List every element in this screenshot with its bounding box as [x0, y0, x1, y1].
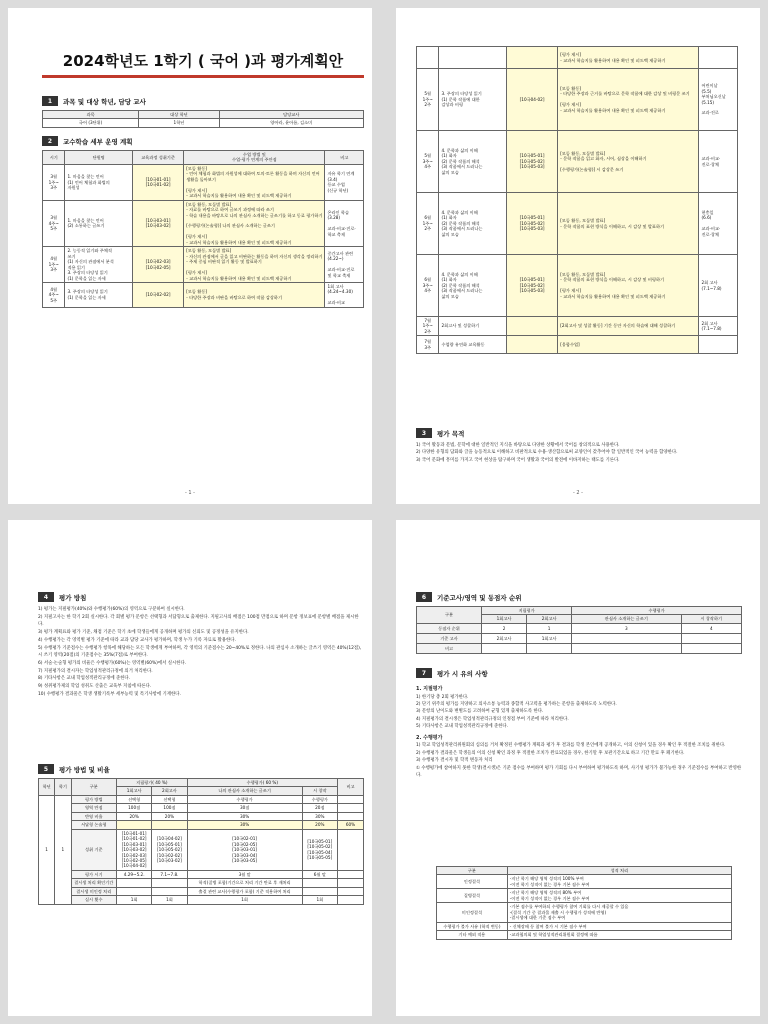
cell-note: 2회 고사 (7.1~7.8) — [699, 255, 738, 317]
subheading: 1. 지필평가 — [416, 686, 443, 692]
row-label: 기타 예외 적용 — [437, 931, 508, 939]
table-row — [437, 889, 732, 903]
cell-method: [모둠 활동] - 타당한 주장과 근거를 바탕으로 문학 작품에 대한 감상 및 비평문 쓰기 [평가 제시] - 교과서 학습지를 활용하여 내용 확인 및 피드백 제공하기 — [558, 69, 699, 131]
cell-period: 4월 1주~ 3주 — [43, 247, 65, 283]
cell: 100점 — [152, 804, 187, 812]
row-label: 질병결석 — [437, 889, 508, 903]
note-item: 1) 한기당 총 2회 평가한다. — [416, 694, 469, 700]
col-header: 수행평가( 60 %) — [187, 779, 337, 787]
table-row — [437, 931, 732, 939]
cell-method: [모둠 활동, 모둠별 발표] - 문학 작품을 읽고 화자, 시어, 심상을 이해하기 [수행평가(논술형)] 시 감상문 쓰기 — [558, 131, 699, 193]
cell: -교과협의회 및 학업성적관리위원회 결정에 따름 — [507, 931, 731, 939]
cell-note: 자유 학기 연계 (3.4) 등교 수업 (신규 학년) — [325, 164, 364, 200]
cell: -지난 학기 해당 영역 성적의 100% 부여 -이전 학기 성적이 없는 경우 기본 점수 부여 — [507, 875, 731, 889]
purpose-item: 2) 다양한 유형의 담화와 글을 능동적으로 이해하고 비판적으로 수용·생산함으로써 교양인이 갖추어야 할 일반적인 국어 능력을 함양한다. — [416, 450, 678, 456]
row-label: 평가 시기 — [71, 870, 117, 878]
cell — [302, 887, 337, 895]
note-item: 2) 단기 위주의 평가를 지양하고 의사소통 능력과 종합적 사고력을 평가하는 문항을 출제하도록 노력한다. — [416, 701, 617, 707]
cell: 100점 — [117, 804, 152, 812]
col-header: 나의 관심사 소개하는 글쓰기 — [187, 787, 302, 795]
section-number: 2 — [42, 136, 58, 146]
page-number: - 2 - — [573, 490, 583, 496]
table-row — [43, 282, 364, 307]
cell-unit: 1. 마음을 찾는 언어 (2) 소통하는 글쓰기 — [65, 200, 132, 247]
page-number: - 1 - — [185, 490, 195, 496]
section-title: 기준고사/영역 및 동점자 순위 — [437, 593, 522, 602]
row-label: 반영 비율 — [71, 812, 117, 820]
row-label: 미인정결석 — [437, 903, 508, 922]
policy-item: 10) 수행평가 결과물은 학생 생활기록부 세부능력 및 특기사항에 기재한다. — [38, 691, 181, 697]
cell-unit: 3. 주장의 타당성 읽기 (1) 문학 작품에 대한 감상과 비평 — [439, 69, 506, 131]
cell: 30% — [187, 812, 302, 820]
table-row — [39, 829, 364, 870]
cell: 3월 말 — [187, 870, 302, 878]
cell-std: [10국05-01] [10국05-02] [10국05-03] — [506, 193, 557, 255]
cell: -지난 학기 해당 영역 성적의 80% 부여 -이전 학기 성적이 없는 경우 기본 점수 부여 — [507, 889, 731, 903]
section-6-header — [416, 592, 522, 602]
cell-note: 1회 고사 (4.24~4.30) 교과·비교 — [325, 282, 364, 307]
cell: 1회 — [302, 896, 337, 904]
cell — [338, 804, 364, 812]
cell — [681, 643, 741, 653]
policy-item: 8) 기타사항은 교내 학업성적관리규정에 준한다. — [38, 676, 131, 682]
subheading: 2. 수행평가 — [416, 734, 443, 741]
cell: 30% — [302, 812, 337, 820]
col-header: 시기 — [43, 151, 65, 165]
table-row — [39, 879, 364, 887]
col-header: 담당교사 — [219, 111, 363, 119]
section-title: 평가 방법 및 비율 — [59, 765, 110, 774]
section-title: 교수학습 세부 운영 계획 — [63, 137, 133, 146]
col-header: 1회고사 — [117, 787, 152, 795]
section-number: 7 — [416, 668, 432, 678]
col-header: 비고 — [338, 779, 364, 796]
table-row — [39, 795, 364, 803]
cell: 20% — [117, 812, 152, 820]
table-row — [437, 903, 732, 922]
cell-period: 4월 4주~ 5주 — [43, 282, 65, 307]
cell-note: 교과·비교· 진로·창체 — [699, 131, 738, 193]
cell-std — [506, 317, 557, 336]
teaching-plan-table-continued — [416, 46, 738, 354]
cell-note — [699, 336, 738, 354]
table-row — [39, 821, 364, 829]
page-2 — [396, 8, 760, 504]
cell-unit — [439, 47, 506, 69]
table-row — [39, 812, 364, 820]
policy-item: 2) 지필고사는 한 학기 2회 실시한다. 각 회별 평가 문항은 선택형과 서답형으로 출제한다. 지필고사의 배점은 100점 만점으로 하며 문항 정보표에 문항별 배점을 제시한다. — [38, 614, 359, 628]
cell — [302, 879, 337, 887]
cell-period — [417, 47, 439, 69]
note-item: 3) 문항의 난이도와 변별도를 고려하여 균형 있게 출제하도록 한다. — [416, 709, 544, 715]
col-header: 과목 — [43, 111, 139, 119]
cell — [152, 879, 187, 887]
row-label: 결시생 처리 확인기간 — [71, 879, 117, 887]
evaluation-policy — [38, 606, 364, 698]
page-4 — [396, 520, 760, 1016]
table-row — [39, 804, 364, 812]
cell-std: [10국02-03] [10국02-05] — [132, 247, 183, 283]
section-title: 평가 방침 — [59, 593, 87, 602]
cell — [338, 812, 364, 820]
cell-note: 어린이날 (5.5) 부처님오신날 (5.15) 교과·진로 — [699, 69, 738, 131]
row-label: 동점자 순위 — [417, 623, 482, 633]
col-header: 학기 — [55, 779, 71, 796]
col-header: 성적 처리 — [507, 867, 731, 875]
cell: 수행평가 — [187, 795, 302, 803]
section-number: 6 — [416, 592, 432, 602]
cell-note — [699, 47, 738, 69]
cell — [338, 795, 364, 803]
col-header: 수업 방법 및 수업-평가 연계의 주안점 — [184, 151, 325, 165]
cell — [527, 643, 572, 653]
subject-table — [42, 110, 364, 128]
table-row — [43, 164, 364, 200]
col-header: 학년 — [39, 779, 55, 796]
cell-note: 현충일 (6.6) 교과·비교· 진로·창체 — [699, 193, 738, 255]
cell — [117, 821, 152, 829]
cell-unit: 4. 문학과 삶의 이해 (1) 화자 (2) 문학 작품의 해석 (3) 작품에서 드러나는 삶의 모습 — [439, 255, 506, 317]
cell-period: 6월 3주~ 4주 — [417, 255, 439, 317]
cell: 2 — [482, 623, 527, 633]
absence-score-table — [436, 866, 732, 940]
row-label: 비고 — [417, 643, 482, 653]
cell: 1회 — [152, 896, 187, 904]
section-title: 평가 목적 — [437, 429, 465, 438]
cell: [10국01-01] [10국01-02] [10국03-01] [10국03-02] [10국02-03] [10국02-05] [10국04-02] — [117, 829, 152, 870]
col-header: 시 창작하기 — [681, 615, 741, 623]
row-label: 영역 만점 — [71, 804, 117, 812]
cell: 수행평가 — [302, 795, 337, 803]
cell-period: 5월 3주~ 4주 — [417, 131, 439, 193]
col-header: 대상 학년 — [139, 111, 219, 119]
table-row — [417, 336, 738, 354]
cell-method: [모둠 활동] - 언어 체험과 화법의 자원성에 대하여 토의·토론 활동을 하며 자신의 언어 생활을 돌아보기 [평가 제시] - 교과서 학습지를 활용하여 내용 확인 및 피드백 제공하기 — [184, 164, 325, 200]
cell: 1회 — [117, 896, 152, 904]
table-row — [43, 247, 364, 283]
cell-note: 온라인 학습 (3.28) 교과·비교·진로· 학교 축제 — [325, 200, 364, 247]
cell-unit: 2. 능동적 읽기와 주체적 쓰기 (1) 자신의 관점에서 분석 적용 읽기 3. 주장의 타당성 읽기 (1) 문학을 읽는 자세 — [65, 247, 132, 283]
section-number: 3 — [416, 428, 432, 438]
col-header: 2회고사 — [527, 615, 572, 623]
cell-unit: 4. 문학과 삶의 이해 (1) 화자 (2) 문학 작품의 해석 (3) 작품에서 드러나는 삶의 모습 — [439, 193, 506, 255]
cell — [117, 887, 152, 895]
col-header: 비고 — [325, 151, 364, 165]
section-1-header — [42, 96, 146, 106]
cell-method: [모둠 활동, 모둠별 발표] - 자신의 관점에서 글을 읽고 비판하는 활동을 하며 자신의 생각을 정리하기 - 주제 중심 비판적 읽기 활동 및 발표하기 [평가 제시] - 교과서 학습지를 활용하여 내용 확인 및 피드백 제공하기 — [184, 247, 325, 283]
policy-item: 3) 평가 계획표와 평가 기준, 채점 기준은 학기 초에 학생들에게 공개하며 평가의 신뢰도 및 공정성을 유지한다. — [38, 630, 249, 636]
policy-item: 4) 수행평가는 각 영역별 평가 기준에 따라 교과 담당 교사가 평가하며, 학생 누가 기록 자료로 활용한다. — [38, 637, 236, 643]
table-row — [417, 193, 738, 255]
section-number: 4 — [38, 592, 54, 602]
cell: 2회고사 — [482, 633, 527, 643]
note-item: 5) 기타사항은 교내 학업성적관리규정에 준한다. — [416, 724, 509, 730]
table-row — [437, 922, 732, 930]
cell-std — [506, 47, 557, 69]
cell-period: 7월 3주 — [417, 336, 439, 354]
cell — [338, 896, 364, 904]
cell: -기본 점수를 부여하되 수행평가 참여 기회를 다시 제공할 수 있음 -(결석 기간 중 결과물 제출 시 수행평가 성적에 반영) -결시생에 대한 기준 점수 부여 — [507, 903, 731, 922]
cell: 1학년 — [139, 119, 219, 127]
cell-method: [모둠 활동, 모둠별 발표] - 문학 작품의 표현 방식을 이해하고, 시 감상 및 비평하기 [평가 제시] - 교과서 학습지를 활용하여 내용 확인 및 피드백 제공하기 — [558, 255, 699, 317]
cell-std: [10국03-01] [10국03-02] — [132, 200, 183, 247]
row-label: 결시생 미인정 처리 — [71, 887, 117, 895]
cell-method: [모둠 활동, 모둠별 발표] - 문학 작품의 표현 방식을 이해하고, 시 감상 및 발표하기 — [558, 193, 699, 255]
table-row — [417, 47, 738, 69]
cell — [117, 879, 152, 887]
cell: [10국02-01] [10국02-05] [10국03-01] [10국03-04] [10국03-05] — [187, 829, 302, 870]
col-header: 단원명 — [65, 151, 132, 165]
cell-std: [10국05-01] [10국05-02] [10국05-03] — [506, 255, 557, 317]
cell — [681, 633, 741, 643]
row-label: 서답형 논술형 — [71, 821, 117, 829]
cell: 60% — [338, 821, 364, 829]
tie-rank-table — [416, 606, 742, 654]
cell-std: [10국02-02] — [132, 282, 183, 307]
cell: 20점 — [302, 804, 337, 812]
table-row — [417, 643, 742, 653]
col-header: 2회고사 — [152, 787, 187, 795]
cell — [338, 879, 364, 887]
col-header: 구분 — [71, 779, 117, 796]
evaluation-ratio-table — [38, 778, 364, 905]
cell — [338, 829, 364, 870]
note-item: 3) 수행평가 결시자 및 학적 변동자 처리 — [416, 758, 493, 764]
cell-method: [모둠 활동, 모둠별 발표] - 자료를 바탕으로 하여 글쓰기 과정에 따라 쓰기 - 학습 내용을 바탕으로 나의 관심사 소개하는 글쓰기를 하고 동료 평가하기 [수행평가(논술형)] 나의 관심사 소개하는 글쓰기 [평가 제시] - 교과서 학습지를 활용하여 내용 확인 및 피드백 제공하기 — [184, 200, 325, 247]
table-row — [417, 633, 742, 643]
cell: 30점 — [187, 804, 302, 812]
col-header: 지필평가( 40 %) — [117, 779, 188, 787]
row-label: 성취 기준 — [71, 829, 117, 870]
table-row — [437, 875, 732, 889]
cell: 출결 관련 교사(수행평가 포함) 기준 적용하여 처리 — [187, 887, 302, 895]
cell: 4.29~5.2. — [117, 870, 152, 878]
evaluation-purpose — [416, 442, 738, 464]
cell-period: 3월 1주~ 3주 — [43, 164, 65, 200]
cell — [152, 821, 187, 829]
note-item: ① 수행평가에 참여하지 못한 학생(결시생)은 기준 점수를 부여하며 평가 기회를 다시 부여하여 평가하도록 하며, 사기성 평가가 불가능한 경우 기준점수를 부여하고 반영한다. — [416, 765, 742, 779]
cell-period: 6월 1주~ 2주 — [417, 193, 439, 255]
cell: 양아라, 윤아름, 김소미 — [219, 119, 363, 127]
row-label: 평가 방법 — [71, 795, 117, 803]
table-row — [417, 131, 738, 193]
teaching-plan-table — [42, 150, 364, 308]
table-row — [43, 200, 364, 247]
section-4-header — [38, 592, 86, 602]
cell-std — [506, 336, 557, 354]
cell: [10국05-01] [10국05-02] [10국05-04] [10국05-05] — [302, 829, 337, 870]
evaluation-notes — [416, 682, 742, 780]
policy-item: 7) 지필평가의 결시자는 학업성적관리규정에 의거 처리한다. — [38, 668, 153, 674]
cell-std: [10국01-01] [10국01-02] — [132, 164, 183, 200]
grade-cell: 1 — [39, 795, 55, 904]
purpose-item: 1) 국어 활동과 문법, 문학에 대한 일반적인 지식을 바탕으로 다양한 상황에서 국어를 창의적으로 사용한다. — [416, 443, 620, 448]
section-title: 과목 및 대상 학년, 담당 교사 — [63, 97, 146, 106]
policy-item: 5) 수행평가 기준점수는 수행평가 항목에 해당하는 모든 학생에게 부여하며, 각 영역의 기준점수는 20~40%로 정한다. 나의 관심사 소개하는 글쓰기 영역은 40%(12점), 시 쓰기 영역(20점)의 기준점수는 35%(7점)로 부여한다. — [38, 645, 362, 659]
cell-unit: 1. 마음을 찾는 언어 (1) 언어 체험과 화법의 자원성 — [65, 164, 132, 200]
cell-method: [융합수업] — [558, 336, 699, 354]
col-header: 구분 — [417, 607, 482, 624]
cell: 20% — [152, 812, 187, 820]
cell — [482, 643, 527, 653]
policy-item: 6) 서술·논술형 평가의 비율은 수행평가(60%)는 영역별(60%)에서 실시한다. — [38, 660, 187, 666]
row-label: 기준 고사 — [417, 633, 482, 643]
section-7-header — [416, 668, 488, 678]
cell: - 신체장애 등 참여 불가 시 기본 점수 부여 — [507, 922, 731, 930]
col-header: 1회고사 — [482, 615, 527, 623]
table-row — [417, 255, 738, 317]
cell: 4 — [681, 623, 741, 633]
cell-period: 3월 4주~ 5주 — [43, 200, 65, 247]
section-2-header — [42, 136, 133, 146]
cell: 선택형 — [117, 795, 152, 803]
purpose-item: 3) 국어 문화에 흥미를 가지고 국어 현상을 탐구하며 국어 생활과 국어의 발전에 이바지하는 태도를 기른다. — [416, 457, 620, 463]
table-row — [417, 317, 738, 336]
cell — [152, 887, 187, 895]
cell-note: 중간고사 관련 (4.22~) 교과·비교·진로 및 학교 축제 — [325, 247, 364, 283]
col-header: 지필평가 — [482, 607, 572, 615]
term-cell: 1 — [55, 795, 71, 904]
cell: 1회 — [187, 896, 302, 904]
col-header: 구분 — [437, 867, 508, 875]
cell: 30% — [187, 821, 302, 829]
section-3-header — [416, 428, 464, 438]
cell-unit: 2회고사 및 성찰하기 — [439, 317, 506, 336]
table-row — [39, 887, 364, 895]
cell: 6월 말 — [302, 870, 337, 878]
cell — [338, 870, 364, 878]
cell-note: 2회 고사 (7.1~7.8) — [699, 317, 738, 336]
cell: [10국04-02] [10국05-01] [10국05-02] [10국02-02] [10국03-02] — [152, 829, 187, 870]
col-header: 시 창작 — [302, 787, 337, 795]
cell: 20% — [302, 821, 337, 829]
section-number: 5 — [38, 764, 54, 774]
cell — [572, 633, 681, 643]
cell: 학적(질병 포함)기간으로 처리 기간 만료 후 재처리 — [187, 879, 302, 887]
cell-std: [10국04-02] — [506, 69, 557, 131]
table-row — [417, 69, 738, 131]
cell: 3 — [572, 623, 681, 633]
section-title: 평가 시 유의 사항 — [437, 669, 488, 678]
table-row — [417, 623, 742, 633]
col-header: 관심사 소개하는 글쓰기 — [572, 615, 681, 623]
cell: 7.1~7.8. — [152, 870, 187, 878]
document-title: 2024학년도 1학기 ( 국어 )과 평가계획안 — [42, 50, 364, 78]
cell-method: [평가 제시] - 교과서 학습지를 활용하여 내용 확인 및 피드백 제공하기 — [558, 47, 699, 69]
cell: 국어 (3단위) — [43, 119, 139, 127]
cell-method: [모둠 활동] - 타당한 주장과 비판을 바탕으로 하여 작품 감상하기 — [184, 282, 325, 307]
col-header: 수행평가 — [572, 607, 742, 615]
cell-unit: 수업량 유연화 교육활동 — [439, 336, 506, 354]
page-3 — [8, 520, 372, 1016]
cell: 선택형 — [152, 795, 187, 803]
cell-unit: 3. 주장의 타당성 읽기 (1) 문학을 읽는 자세 — [65, 282, 132, 307]
cell-unit: 4. 문학과 삶의 이해 (1) 화자 (2) 문학 작품의 해석 (3) 작품에서 드러나는 삶의 모습 — [439, 131, 506, 193]
cell — [572, 643, 681, 653]
note-item: 2) 수행평가 결과물은 학생들의 이의 신청 확인 과정 후 적절한 조치가 완료되었을 경우, 한기말 후 보관기간으로 하고 기간 만료 후 폐기한다. — [416, 750, 685, 756]
cell: 1 — [527, 623, 572, 633]
cell — [338, 887, 364, 895]
cell-period: 5월 1주~ 2주 — [417, 69, 439, 131]
section-number: 1 — [42, 96, 58, 106]
row-label: 실시 횟수 — [71, 896, 117, 904]
cell-method: [2회고사 및 성찰 활동] 기간 동안 자신의 학습에 대해 성찰하기 — [558, 317, 699, 336]
policy-item: 9) 성취평가제의 학업 성취도 산출은 교육부 지침에 따른다. — [38, 684, 152, 690]
row-label: 인정결석 — [437, 875, 508, 889]
note-item: 4) 지필평가의 결시생은 학업성적관리규정의 인정점 부여 기준에 따라 처리한다. — [416, 716, 569, 722]
cell-period: 7월 1주~ 2주 — [417, 317, 439, 336]
section-5-header — [38, 764, 110, 774]
cell-std: [10국05-01] [10국05-02] [10국05-03] — [506, 131, 557, 193]
row-label: 수행평가 불가 사유 (학적 변동) — [437, 922, 508, 930]
col-header: 교육과정 성취기준 — [132, 151, 183, 165]
table-row — [39, 870, 364, 878]
table-row — [39, 896, 364, 904]
page-1 — [8, 8, 372, 504]
policy-item: 1) 평가는 지필평가(40%)와 수행평가(60%)의 영역으로 구분하여 실시한다. — [38, 607, 185, 612]
note-item: 1) 학교 학업성적관리위원회의 심의를 거쳐 확정된 수행평가 계획과 평가 후 결과를 학생 본인에게 공개하고, 이의 신청이 있을 경우 확인 후 적절한 조치를 취한다. — [416, 743, 726, 749]
cell: 1회고사 — [527, 633, 572, 643]
